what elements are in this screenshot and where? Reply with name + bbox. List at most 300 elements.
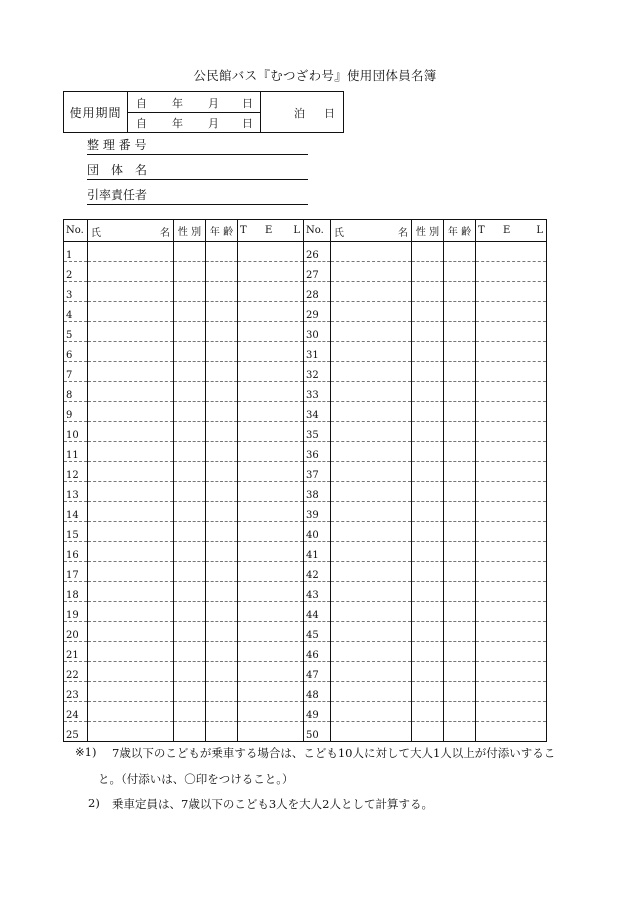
row-number: 28 <box>304 282 331 302</box>
age-cell[interactable] <box>206 582 238 602</box>
tel-cell[interactable] <box>476 422 547 442</box>
leader-label: 引率責任者 <box>87 188 148 202</box>
note-2-mark: 2) <box>88 796 100 810</box>
name-cell[interactable] <box>88 302 174 322</box>
age-cell[interactable] <box>444 582 476 602</box>
table-row <box>64 542 547 562</box>
table-row <box>64 622 547 642</box>
day-label: 日 <box>242 117 253 130</box>
row-number: 8 <box>64 382 88 402</box>
age-cell[interactable] <box>444 622 476 642</box>
name-cell[interactable] <box>331 602 412 622</box>
table-row <box>64 662 547 682</box>
age-cell[interactable] <box>444 442 476 462</box>
tel-cell[interactable] <box>238 282 304 302</box>
table-row <box>64 702 547 722</box>
name-cell[interactable] <box>88 622 174 642</box>
row-number: 42 <box>304 562 331 582</box>
name-cell[interactable] <box>88 502 174 522</box>
usage-period-box <box>63 91 344 133</box>
sex-cell[interactable] <box>412 482 444 502</box>
table-row <box>64 502 547 522</box>
header-tel: T E L <box>238 220 304 242</box>
sex-cell[interactable] <box>174 642 206 662</box>
table-row <box>64 682 547 702</box>
tel-cell[interactable] <box>476 602 547 622</box>
age-cell[interactable] <box>444 322 476 342</box>
table-row <box>64 342 547 362</box>
name-cell[interactable] <box>88 342 174 362</box>
age-cell[interactable] <box>444 602 476 622</box>
leader-field[interactable] <box>87 188 308 205</box>
tel-cell[interactable] <box>476 722 547 742</box>
sex-cell[interactable] <box>412 682 444 702</box>
name-cell[interactable] <box>331 382 412 402</box>
age-cell[interactable] <box>444 282 476 302</box>
sex-cell[interactable] <box>412 462 444 482</box>
sex-cell[interactable] <box>174 402 206 422</box>
group-name-label: 団 体 名 <box>87 163 148 177</box>
row-number: 5 <box>64 322 88 342</box>
row-number: 29 <box>304 302 331 322</box>
name-cell[interactable] <box>88 722 174 742</box>
age-cell[interactable] <box>206 382 238 402</box>
age-cell[interactable] <box>206 622 238 642</box>
sex-cell[interactable] <box>412 362 444 382</box>
name-cell[interactable] <box>331 262 412 282</box>
age-cell[interactable] <box>206 422 238 442</box>
header-age: 年 齢 <box>206 220 238 242</box>
tel-cell[interactable] <box>238 602 304 622</box>
note-2-text: 乗車定員は、7歳以下のこども3人を大人2人として計算する。 <box>112 797 433 811</box>
month-label: 月 <box>208 117 219 130</box>
sex-cell[interactable] <box>412 522 444 542</box>
row-number: 14 <box>64 502 88 522</box>
tel-cell[interactable] <box>238 442 304 462</box>
age-cell[interactable] <box>206 542 238 562</box>
tel-cell[interactable] <box>238 422 304 442</box>
tel-cell[interactable] <box>238 402 304 422</box>
sex-cell[interactable] <box>412 282 444 302</box>
number-field[interactable] <box>87 138 308 155</box>
sex-cell[interactable] <box>412 662 444 682</box>
row-number: 3 <box>64 282 88 302</box>
sex-cell[interactable] <box>174 482 206 502</box>
age-cell[interactable] <box>444 562 476 582</box>
age-cell[interactable] <box>206 642 238 662</box>
from-label: 自 <box>136 117 147 130</box>
tel-cell[interactable] <box>476 242 547 262</box>
age-cell[interactable] <box>206 602 238 622</box>
table-row <box>64 722 547 742</box>
row-number: 25 <box>64 722 88 742</box>
name-cell[interactable] <box>331 422 412 442</box>
tel-cell[interactable] <box>476 322 547 342</box>
tel-cell[interactable] <box>476 362 547 382</box>
row-number: 23 <box>64 682 88 702</box>
sex-cell[interactable] <box>174 502 206 522</box>
row-number: 7 <box>64 362 88 382</box>
name-cell[interactable] <box>331 622 412 642</box>
tel-cell[interactable] <box>476 302 547 322</box>
period-second-row <box>127 112 260 132</box>
sex-cell[interactable] <box>174 462 206 482</box>
sex-cell[interactable] <box>174 522 206 542</box>
row-number: 49 <box>304 702 331 722</box>
sex-cell[interactable] <box>174 362 206 382</box>
name-cell[interactable] <box>331 642 412 662</box>
tel-cell[interactable] <box>238 682 304 702</box>
tel-cell[interactable] <box>238 702 304 722</box>
age-cell[interactable] <box>444 702 476 722</box>
sex-cell[interactable] <box>412 342 444 362</box>
name-cell[interactable] <box>331 402 412 422</box>
tel-cell[interactable] <box>476 542 547 562</box>
row-number: 46 <box>304 642 331 662</box>
tel-cell[interactable] <box>238 622 304 642</box>
header-no: No. <box>304 220 331 242</box>
sex-cell[interactable] <box>174 322 206 342</box>
age-cell[interactable] <box>206 402 238 422</box>
name-cell[interactable] <box>88 662 174 682</box>
header-no: No. <box>64 220 88 242</box>
row-number: 32 <box>304 362 331 382</box>
sex-cell[interactable] <box>412 582 444 602</box>
group-name-field[interactable] <box>87 163 308 180</box>
name-cell[interactable] <box>88 562 174 582</box>
table-row <box>64 262 547 282</box>
tel-cell[interactable] <box>238 522 304 542</box>
header-name: 氏 名 <box>88 220 174 242</box>
name-cell[interactable] <box>88 582 174 602</box>
age-cell[interactable] <box>444 462 476 482</box>
age-cell[interactable] <box>206 702 238 722</box>
age-cell[interactable] <box>206 522 238 542</box>
table-row <box>64 482 547 502</box>
age-cell[interactable] <box>444 342 476 362</box>
table-row <box>64 442 547 462</box>
sex-cell[interactable] <box>412 422 444 442</box>
age-cell[interactable] <box>444 682 476 702</box>
age-cell[interactable] <box>206 682 238 702</box>
name-cell[interactable] <box>88 702 174 722</box>
name-cell[interactable] <box>331 542 412 562</box>
sex-cell[interactable] <box>174 422 206 442</box>
sex-cell[interactable] <box>174 262 206 282</box>
tel-cell[interactable] <box>476 582 547 602</box>
day-label: 日 <box>242 97 253 110</box>
sex-cell[interactable] <box>412 242 444 262</box>
row-number: 20 <box>64 622 88 642</box>
age-cell[interactable] <box>444 262 476 282</box>
age-cell[interactable] <box>206 262 238 282</box>
sex-cell[interactable] <box>174 382 206 402</box>
note-1-mark: ※1) <box>75 745 97 759</box>
row-number: 47 <box>304 662 331 682</box>
sex-cell[interactable] <box>412 302 444 322</box>
name-cell[interactable] <box>88 362 174 382</box>
sex-cell[interactable] <box>174 242 206 262</box>
header-sex: 性 別 <box>174 220 206 242</box>
sex-cell[interactable] <box>412 702 444 722</box>
year-label: 年 <box>172 117 183 130</box>
name-cell[interactable] <box>88 602 174 622</box>
tel-cell[interactable] <box>238 722 304 742</box>
tel-cell[interactable] <box>476 402 547 422</box>
header-name: 氏 名 <box>331 220 412 242</box>
age-cell[interactable] <box>444 302 476 322</box>
row-number: 37 <box>304 462 331 482</box>
header-sex: 性 別 <box>412 220 444 242</box>
row-number: 34 <box>304 402 331 422</box>
row-number: 27 <box>304 262 331 282</box>
sex-cell[interactable] <box>174 302 206 322</box>
age-cell[interactable] <box>444 522 476 542</box>
row-number: 35 <box>304 422 331 442</box>
header-tel: T E L <box>476 220 547 242</box>
name-cell[interactable] <box>331 322 412 342</box>
name-cell[interactable] <box>331 442 412 462</box>
row-number: 4 <box>64 302 88 322</box>
name-cell[interactable] <box>331 562 412 582</box>
name-cell[interactable] <box>331 522 412 542</box>
age-cell[interactable] <box>444 382 476 402</box>
name-cell[interactable] <box>331 682 412 702</box>
sex-cell[interactable] <box>174 542 206 562</box>
roster-table <box>63 219 547 742</box>
table-row <box>64 522 547 542</box>
name-cell[interactable] <box>88 402 174 422</box>
row-number: 45 <box>304 622 331 642</box>
tel-cell[interactable] <box>238 322 304 342</box>
note-1-continuation: と。（付添いは、〇印をつけること。） <box>98 772 294 786</box>
name-cell[interactable] <box>88 642 174 662</box>
nights-cell <box>260 92 344 132</box>
age-cell[interactable] <box>444 422 476 442</box>
table-row <box>64 562 547 582</box>
name-cell[interactable] <box>331 662 412 682</box>
number-field-label: 整 理 番 号 <box>87 138 147 152</box>
name-cell[interactable] <box>331 342 412 362</box>
table-row <box>64 402 547 422</box>
name-cell[interactable] <box>331 482 412 502</box>
sex-cell[interactable] <box>174 602 206 622</box>
table-row <box>64 602 547 622</box>
period-from-row <box>127 92 260 113</box>
age-cell[interactable] <box>444 482 476 502</box>
name-cell[interactable] <box>331 502 412 522</box>
tel-cell[interactable] <box>476 342 547 362</box>
row-number: 9 <box>64 402 88 422</box>
age-cell[interactable] <box>444 642 476 662</box>
age-cell[interactable] <box>206 462 238 482</box>
tel-cell[interactable] <box>238 342 304 362</box>
row-number: 40 <box>304 522 331 542</box>
sex-cell[interactable] <box>412 562 444 582</box>
row-number: 38 <box>304 482 331 502</box>
tel-cell[interactable] <box>238 382 304 402</box>
sex-cell[interactable] <box>412 602 444 622</box>
row-number: 43 <box>304 582 331 602</box>
age-cell[interactable] <box>206 482 238 502</box>
tel-cell[interactable] <box>476 622 547 642</box>
name-cell[interactable] <box>88 282 174 302</box>
age-cell[interactable] <box>444 362 476 382</box>
age-cell[interactable] <box>206 722 238 742</box>
name-cell[interactable] <box>331 282 412 302</box>
sex-cell[interactable] <box>412 262 444 282</box>
row-number: 39 <box>304 502 331 522</box>
sex-cell[interactable] <box>174 282 206 302</box>
row-number: 17 <box>64 562 88 582</box>
sex-cell[interactable] <box>412 722 444 742</box>
tel-cell[interactable] <box>476 642 547 662</box>
tel-cell[interactable] <box>238 362 304 382</box>
sex-cell[interactable] <box>412 442 444 462</box>
header-age: 年 齢 <box>444 220 476 242</box>
age-cell[interactable] <box>206 362 238 382</box>
tel-cell[interactable] <box>476 282 547 302</box>
nights-label: 泊 <box>294 107 305 120</box>
row-number: 19 <box>64 602 88 622</box>
tel-cell[interactable] <box>238 242 304 262</box>
tel-cell[interactable] <box>238 542 304 562</box>
row-number: 21 <box>64 642 88 662</box>
name-cell[interactable] <box>88 422 174 442</box>
row-number: 36 <box>304 442 331 462</box>
name-cell[interactable] <box>331 702 412 722</box>
tel-cell[interactable] <box>238 302 304 322</box>
tel-cell[interactable] <box>476 382 547 402</box>
tel-cell[interactable] <box>238 262 304 282</box>
age-cell[interactable] <box>206 562 238 582</box>
sex-cell[interactable] <box>174 622 206 642</box>
name-cell[interactable] <box>331 302 412 322</box>
row-number: 33 <box>304 382 331 402</box>
sex-cell[interactable] <box>412 542 444 562</box>
tel-cell[interactable] <box>238 562 304 582</box>
sex-cell[interactable] <box>412 382 444 402</box>
from-label: 自 <box>136 97 147 110</box>
tel-cell[interactable] <box>238 662 304 682</box>
age-cell[interactable] <box>444 402 476 422</box>
name-cell[interactable] <box>331 722 412 742</box>
name-cell[interactable] <box>331 362 412 382</box>
days-label: 日 <box>324 107 335 120</box>
age-cell[interactable] <box>444 542 476 562</box>
row-number: 22 <box>64 662 88 682</box>
sex-cell[interactable] <box>174 722 206 742</box>
tel-cell[interactable] <box>476 662 547 682</box>
page-title: 公民館バス『むつざわ号』使用団体員名簿 <box>193 68 437 83</box>
tel-cell[interactable] <box>476 702 547 722</box>
name-cell[interactable] <box>88 442 174 462</box>
sex-cell[interactable] <box>174 582 206 602</box>
name-cell[interactable] <box>88 682 174 702</box>
age-cell[interactable] <box>444 722 476 742</box>
usage-period-label: 使用期間 <box>64 92 128 132</box>
table-row <box>64 422 547 442</box>
age-cell[interactable] <box>444 662 476 682</box>
table-row <box>64 362 547 382</box>
name-cell[interactable] <box>88 542 174 562</box>
age-cell[interactable] <box>444 242 476 262</box>
age-cell[interactable] <box>206 242 238 262</box>
sex-cell[interactable] <box>174 682 206 702</box>
tel-cell[interactable] <box>238 482 304 502</box>
table-row <box>64 582 547 602</box>
name-cell[interactable] <box>88 262 174 282</box>
table-row <box>64 242 547 262</box>
name-cell[interactable] <box>331 242 412 262</box>
tel-cell[interactable] <box>476 522 547 542</box>
age-cell[interactable] <box>206 322 238 342</box>
tel-cell[interactable] <box>238 462 304 482</box>
name-cell[interactable] <box>88 242 174 262</box>
name-cell[interactable] <box>88 322 174 342</box>
row-number: 50 <box>304 722 331 742</box>
sex-cell[interactable] <box>174 702 206 722</box>
name-cell[interactable] <box>331 462 412 482</box>
sex-cell[interactable] <box>174 562 206 582</box>
sex-cell[interactable] <box>412 622 444 642</box>
sex-cell[interactable] <box>412 322 444 342</box>
row-number: 30 <box>304 322 331 342</box>
sex-cell[interactable] <box>412 502 444 522</box>
note-1-text: 7歳以下のこどもが乗車する場合は、こども10人に対して大人1人以上が付添いするこ <box>112 746 556 760</box>
age-cell[interactable] <box>206 442 238 462</box>
row-number: 16 <box>64 542 88 562</box>
row-number: 26 <box>304 242 331 262</box>
row-number: 1 <box>64 242 88 262</box>
age-cell[interactable] <box>206 662 238 682</box>
tel-cell[interactable] <box>476 562 547 582</box>
age-cell[interactable] <box>206 342 238 362</box>
name-cell[interactable] <box>88 462 174 482</box>
age-cell[interactable] <box>206 302 238 322</box>
name-cell[interactable] <box>88 382 174 402</box>
name-cell[interactable] <box>88 522 174 542</box>
row-number: 15 <box>64 522 88 542</box>
tel-cell[interactable] <box>238 582 304 602</box>
sex-cell[interactable] <box>412 642 444 662</box>
tel-cell[interactable] <box>238 642 304 662</box>
row-number: 6 <box>64 342 88 362</box>
table-row <box>64 382 547 402</box>
tel-cell[interactable] <box>476 682 547 702</box>
name-cell[interactable] <box>331 582 412 602</box>
sex-cell[interactable] <box>174 342 206 362</box>
sex-cell[interactable] <box>412 402 444 422</box>
tel-cell[interactable] <box>476 482 547 502</box>
name-cell[interactable] <box>88 482 174 502</box>
sex-cell[interactable] <box>174 662 206 682</box>
row-number: 11 <box>64 442 88 462</box>
tel-cell[interactable] <box>476 262 547 282</box>
tel-cell[interactable] <box>238 502 304 522</box>
age-cell[interactable] <box>206 502 238 522</box>
month-label: 月 <box>208 97 219 110</box>
row-number: 2 <box>64 262 88 282</box>
age-cell[interactable] <box>444 502 476 522</box>
tel-cell[interactable] <box>476 502 547 522</box>
age-cell[interactable] <box>206 282 238 302</box>
tel-cell[interactable] <box>476 442 547 462</box>
sex-cell[interactable] <box>174 442 206 462</box>
year-label: 年 <box>172 97 183 110</box>
row-number: 31 <box>304 342 331 362</box>
tel-cell[interactable] <box>476 462 547 482</box>
